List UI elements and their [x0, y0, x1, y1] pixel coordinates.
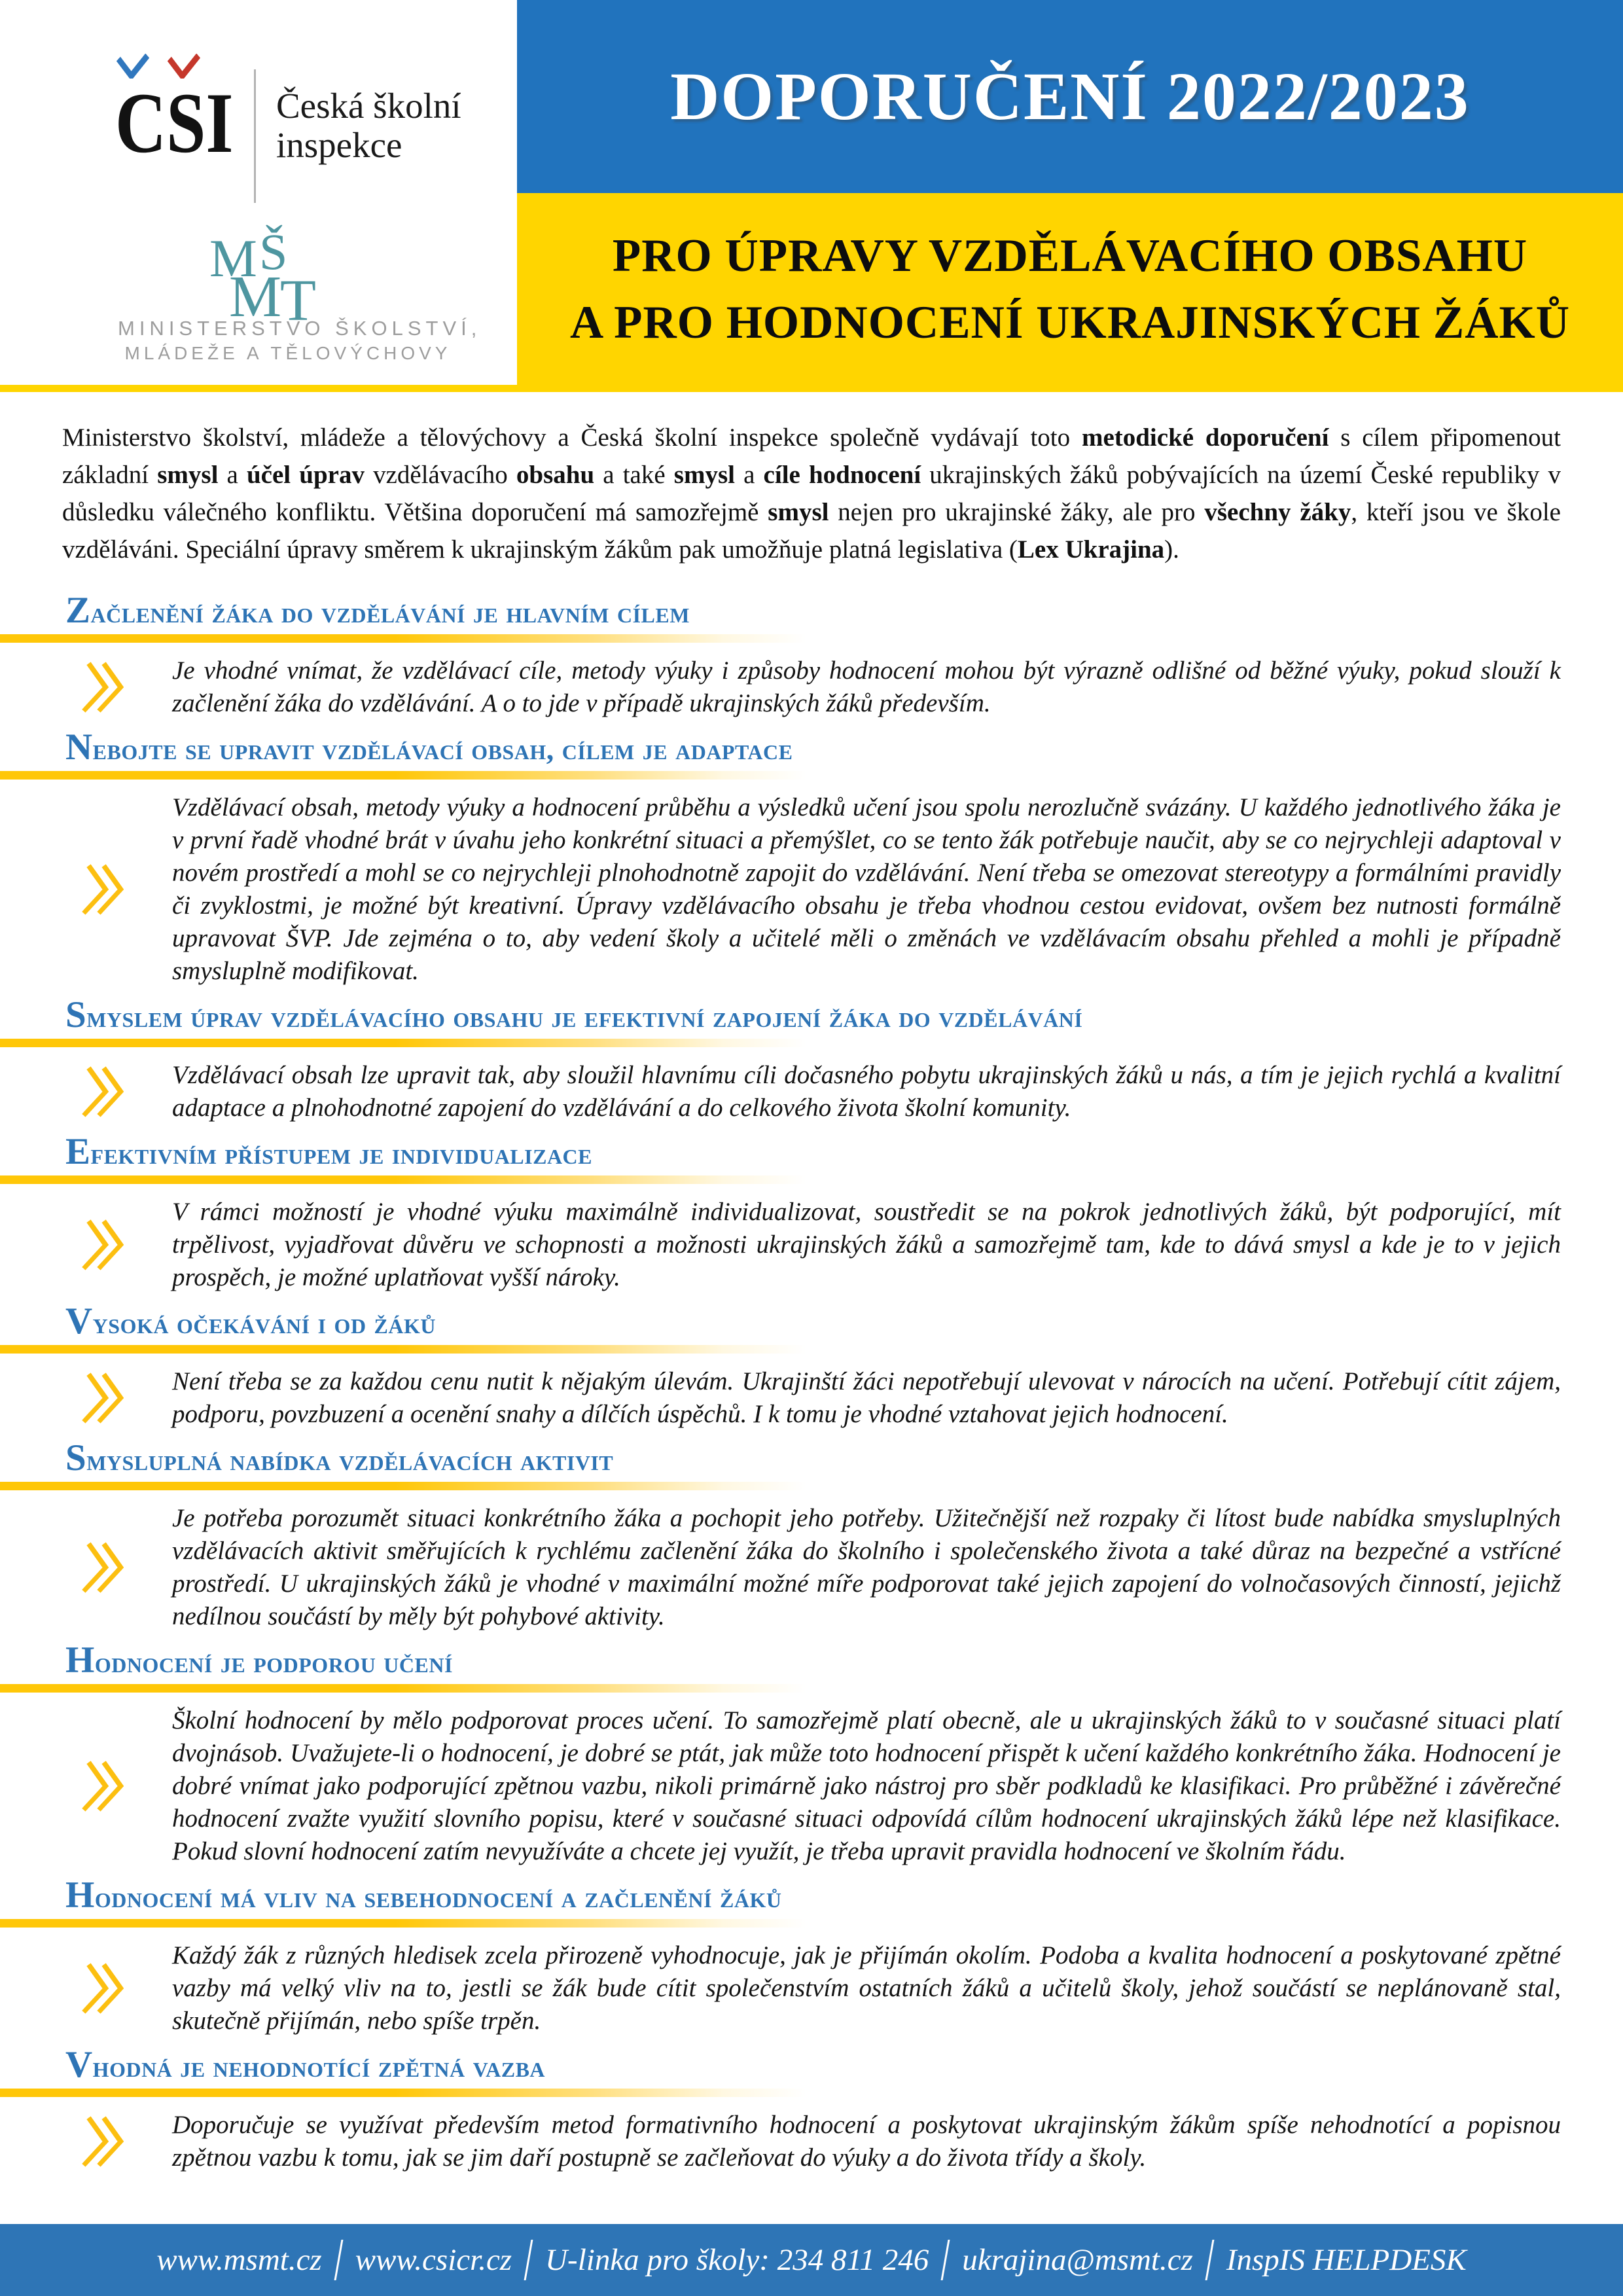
csi-logo-divider [254, 69, 256, 203]
content [0, 419, 1623, 2174]
msmt-letter-s: Š [259, 223, 288, 280]
section-rule [0, 634, 823, 643]
section [62, 1874, 1561, 2037]
header [0, 0, 1623, 391]
double-chevron-icon [80, 1364, 124, 1432]
msmt-caption-line2: MLÁDEŽE A TĚLOVÝCHOVY [124, 343, 452, 363]
footer-item[interactable]: ukrajina@msmt.cz [962, 2243, 1193, 2277]
section-body: Vzdělávací obsah, metody výuky a hodnocení průběhu a výsledků učení jsou spolu nerozlučně svázány. U každého jednotlivého žáka je v první řadě vhodné brát v úvahu jeho konkrétní situaci a přemýšlet, co se tento žák potřebuje naučit, aby se co nejrychleji adaptoval v novém prostředí a mohl se co nejrychleji plnohodnotně zapojit do vzdělávání. Není třeba se omezovat stereotypy a formálními pravidly či zvyklostmi, je možné být kreativní. Úpravy vzdělávacího obsahu je třeba vhodnou cestou evidovat, ovšem bez nutnosti formálně upravovat ŠVP. Jde zejména o to, aby vedení školy a učitelé měli o změnách ve vzdělávacím obsahu přehled a mohli je případně smysluplně modifikovat. [172, 793, 1561, 985]
blue-banner [517, 0, 1623, 193]
msmt-logo [118, 223, 482, 391]
csi-caption-line2: inspekce [276, 125, 402, 165]
section-heading: Začlenění žáka do vzdělávání je hlavním cílem [65, 590, 690, 631]
section-body: Není třeba se za každou cenu nutit k nějakým úlevám. Ukrajinští žáci nepotřebují ulevovat v nárocích na učení. Potřebují cítit zájem, podporu, povzbuzení a ocenění snahy a dílčích úspěchů. I k tomu je vhodné vztahovat jejich hodnocení. [172, 1367, 1561, 1428]
section [62, 2044, 1561, 2174]
section [62, 1300, 1561, 1431]
csi-letter: C [115, 52, 166, 166]
sections [62, 590, 1561, 2174]
footer-separator [941, 2240, 950, 2280]
section-rule [0, 1919, 823, 1928]
subtitle-line1: PRO ÚPRAVY VZDĚLÁVACÍHO OBSAHU [612, 230, 1528, 281]
msmt-letter-m2: M [229, 264, 282, 329]
csi-caption [276, 86, 461, 165]
section-heading: Hodnocení je podporou učení [65, 1640, 453, 1681]
section-rule [0, 1039, 823, 1047]
footer-separator [524, 2240, 533, 2280]
footer-separator [334, 2240, 343, 2280]
double-chevron-icon [80, 1534, 124, 1602]
section [62, 1437, 1561, 1633]
csi-check-icon [168, 54, 201, 79]
double-chevron-icon [80, 1954, 124, 2022]
footer-bar [0, 2224, 1623, 2296]
section-heading: Efektivním přístupem je individualizace [65, 1131, 592, 1172]
section-heading: Hodnocení má vliv na sebehodnocení a začlenění žáků [65, 1874, 782, 1916]
section-heading: Vhodná je nehodnotící zpětná vazba [65, 2044, 546, 2085]
double-chevron-icon [80, 653, 124, 721]
section-body: Vzdělávací obsah lze upravit tak, aby sloužil hlavnímu cíli dočasného pobytu ukrajinských žáků u nás, a tím je jejich rychlá a kvalitní adaptace a plnohodnotné zapojení do vzdělávání a do celkového života školní komunity. [172, 1061, 1561, 1122]
section-heading: Vysoká očekávání i od žáků [65, 1300, 436, 1342]
footer-separator [1205, 2240, 1214, 2280]
section-body: Školní hodnocení by mělo podporovat proces učení. To samozřejmě platí obecně, ale u ukrajinských žáků to v současné situaci platí dvojnásob. Uvažujete-li o hodnocení, je dobré se ptát, jak může toto hodnocení přispět k učení každého konkrétního žáka. Hodnocení je dobré vnímat jako podporující zpětnou vazbu, nikoli primárně jako nástroj pro sběr podkladů ke klasifikaci. Pro průběžné i závěrečné hodnocení zvažte využití slovního popisu, které v současné situaci odpovídá cílům hodnocení ukrajinských žáků lépe než klasifikace. Pokud slovní hodnocení zatím nevyužíváte a chcete jej využít, je třeba upravit pravidla hodnocení ve školním řádu. [172, 1706, 1561, 1865]
csi-check-icon [116, 54, 150, 79]
section [62, 1131, 1561, 1294]
yellow-banner [517, 193, 1623, 385]
section-rule [0, 1345, 823, 1354]
section-body: V rámci možností je vhodné výuku maximálně individualizovat, soustředit se na pokrok jednotlivých žáků, být podporující, mít trpělivost, vyjadřovat důvěru ve schopnosti a možnosti ukrajinských žáků a samozřejmě tam, kde to dává smysl a kde je to v jejich prospěch, je možné uplatňovat vyšší nároky. [172, 1198, 1561, 1291]
csi-letter: I [205, 75, 234, 171]
section-rule [0, 1684, 823, 1693]
double-chevron-icon [80, 855, 124, 924]
section-body: Doporučuje se využívat především metod formativního hodnocení a poskytovat ukrajinským žákům spíše nehodnotící a popisnou zpětnou vazbu k tomu, jak se jim daří postupně se začleňovat do výuky a do života třídy a školy. [172, 2111, 1561, 2172]
double-chevron-icon [80, 1752, 124, 1820]
footer-item[interactable]: www.msmt.cz [156, 2243, 322, 2277]
section-heading: Smysluplná nabídka vzdělávacích aktivit [65, 1437, 614, 1479]
document-title: DOPORUČENÍ 2022/2023 [670, 59, 1470, 134]
subtitle-line2: A PRO HODNOCENÍ UKRAJINSKÝCH ŽÁKŮ [569, 296, 1571, 348]
section-rule [0, 2089, 823, 2097]
footer-item: InspIS HELPDESK [1226, 2243, 1467, 2277]
double-chevron-icon [80, 2108, 124, 2176]
section-rule [0, 771, 823, 780]
section-rule [0, 1175, 823, 1184]
section-heading: Smyslem úprav vzdělávacího obsahu je efektivní zapojení žáka do vzdělávání [65, 994, 1083, 1035]
section [62, 590, 1561, 720]
section-body: Je potřeba porozumět situaci konkrétního žáka a pochopit jeho potřeby. Užitečnější než rozpaky či lítost bude nabídka smysluplných vzdělávacích aktivit směřujících k rychlému začlenění žáka do školního i společenského života a také důraz na bezpečné a vstřícné prostředí. U ukrajinských žáků je vhodné v maximální možné míře podporovat také jejich zapojení do volnočasových činností, jejichž nedílnou součástí by měly být pohybové aktivity. [172, 1504, 1561, 1630]
yellow-divider-strip [0, 385, 1623, 392]
double-chevron-icon [80, 1058, 124, 1126]
csi-acronym [115, 52, 234, 171]
section-rule [0, 1482, 823, 1490]
csi-letter: S [166, 52, 205, 166]
msmt-letter-m1: M [209, 228, 257, 288]
section [62, 1640, 1561, 1868]
msmt-letter-t: T [280, 268, 316, 333]
footer-item[interactable]: www.csicr.cz [355, 2243, 512, 2277]
double-chevron-icon [80, 1211, 124, 1279]
csi-caption-line1: Česká školní [276, 86, 461, 126]
section [62, 726, 1561, 988]
section-body: Každý žák z různých hledisek zcela přirozeně vyhodnocuje, jak je přijímán okolím. Podoba a kvalita hodnocení a poskytované zpětné vazby má velký vliv na to, jestli se žák bude cítit společenstvím ostatních žáků a učitelů školy, jehož součástí se neplánovaně stal, skutečně přijímán, nebo spíše trpěn. [172, 1941, 1561, 2035]
section [62, 994, 1561, 1124]
section-heading: Nebojte se upravit vzdělávací obsah, cílem je adaptace [65, 726, 793, 768]
msmt-caption-line1: MINISTERSTVO ŠKOLSTVÍ, [118, 317, 482, 340]
intro-paragraph: Ministerstvo školství, mládeže a tělovýchovy a Česká školní inspekce společně vydávají toto metodické doporučení s cílem připomenout základní smysl a účel úprav vzdělávacího obsahu a také smysl a cíle hodnocení ukrajinských žáků pobývajících na území České republiky v důsledku válečného konfliktu. Většina doporučení má samozřejmě smysl nejen pro ukrajinské žáky, ale pro všechny žáky, kteří jsou ve škole vzděláváni. Speciální úpravy směrem k ukrajinským žákům pak umožňuje platná legislativa (Lex Ukrajina). [62, 423, 1561, 564]
csi-logo [98, 52, 478, 223]
footer-item: U-linka pro školy: 234 811 246 [545, 2243, 929, 2277]
section-body: Je vhodné vnímat, že vzdělávací cíle, metody výuky i způsoby hodnocení mohou být výrazně odlišné od běžné výuky, pokud slouží k začlenění žáka do vzdělávání. A o to jde v případě ukrajinských žáků především. [172, 656, 1561, 717]
